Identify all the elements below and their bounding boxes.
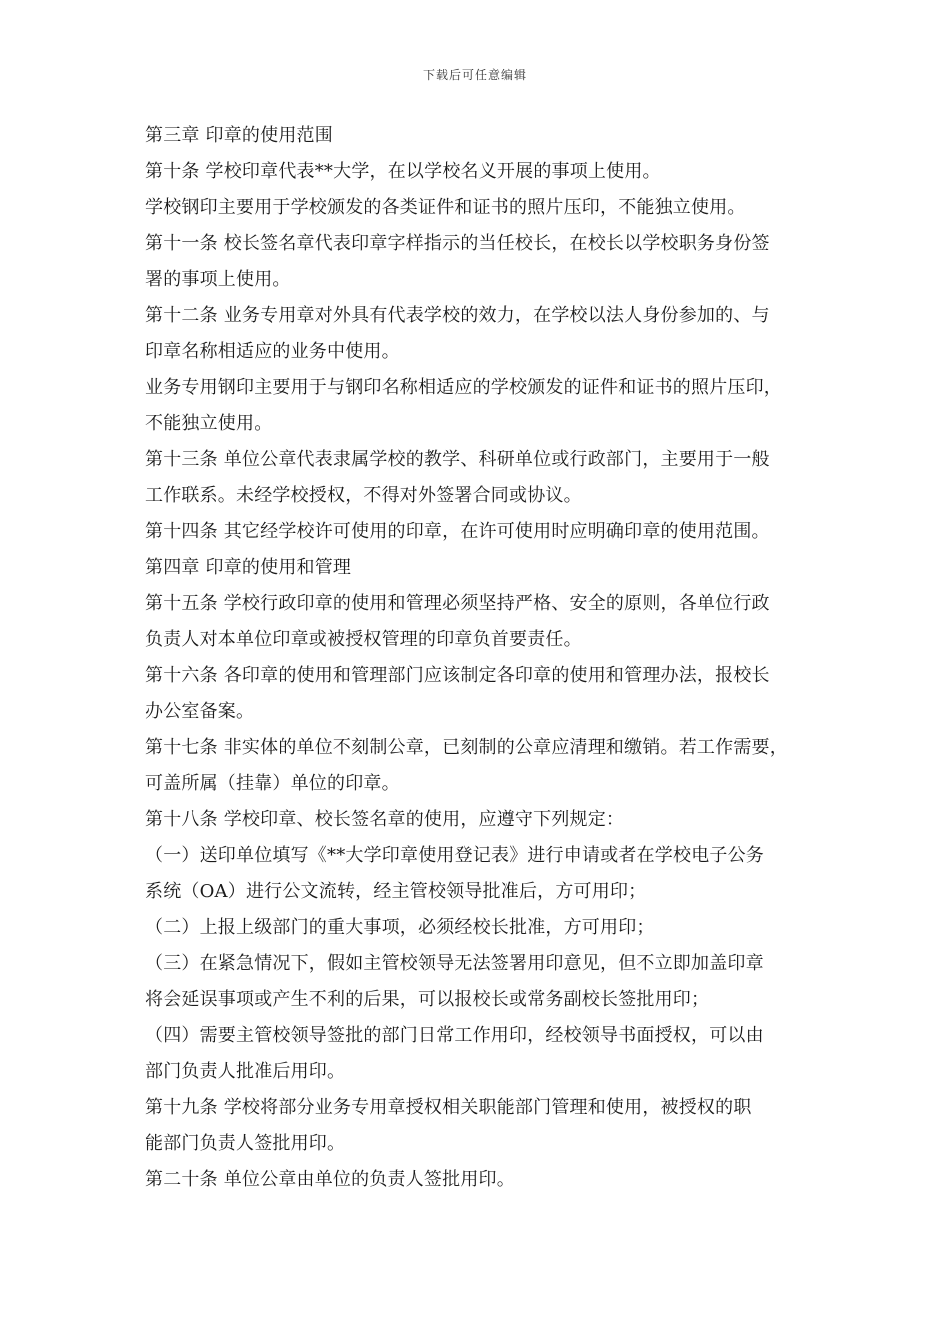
article-line: 第十二条 业务专用章对外具有代表学校的效力，在学校以法人身份参加的、与 bbox=[145, 305, 770, 326]
paragraph-line: 不能独立使用。 bbox=[145, 413, 273, 434]
article-line: 第十条 学校印章代表**大学，在以学校名义开展的事项上使用。 bbox=[145, 161, 661, 182]
chapter-heading: 第四章 印章的使用和管理 bbox=[145, 557, 352, 578]
list-item-line: （二）上报上级部门的重大事项，必须经校长批准，方可用印； bbox=[145, 917, 655, 938]
article-line: 第十八条 学校印章、校长签名章的使用，应遵守下列规定： bbox=[145, 809, 625, 830]
list-item-line: （三）在紧急情况下，假如主管校领导无法签署用印意见，但不立即加盖印章 bbox=[145, 953, 764, 974]
document-body bbox=[145, 118, 825, 1198]
list-item-line: （一）送印单位填写《**大学印章使用登记表》进行申请或者在学校电子公务 bbox=[145, 845, 764, 866]
paragraph-line: 印章名称相适应的业务中使用。 bbox=[145, 341, 400, 362]
paragraph-line: 可盖所属（挂靠）单位的印章。 bbox=[145, 773, 400, 794]
article-line: 第十一条 校长签名章代表印章字样指示的当任校长，在校长以学校职务身份签 bbox=[145, 233, 770, 254]
page-header-note: 下载后可任意编辑 bbox=[422, 68, 527, 82]
chapter-heading: 第三章 印章的使用范围 bbox=[145, 125, 333, 146]
list-item-line: （四）需要主管校领导签批的部门日常工作用印，经校领导书面授权，可以由 bbox=[145, 1025, 764, 1046]
article-line: 第十四条 其它经学校许可使用的印章，在许可使用时应明确印章的使用范围。 bbox=[145, 521, 770, 542]
article-line: 第十九条 学校将部分业务专用章授权相关职能部门管理和使用，被授权的职 bbox=[145, 1097, 752, 1118]
paragraph-line: 工作联系。未经学校授权，不得对外签署合同或协议。 bbox=[145, 485, 582, 506]
paragraph-line: 能部门负责人签批用印。 bbox=[145, 1133, 346, 1154]
paragraph-line: 将会延误事项或产生不利的后果，可以报校长或常务副校长签批用印； bbox=[145, 989, 710, 1010]
article-line: 第二十条 单位公章由单位的负责人签批用印。 bbox=[145, 1169, 515, 1190]
paragraph-line: 负责人对本单位印章或被授权管理的印章负首要责任。 bbox=[145, 629, 582, 650]
article-line: 第十三条 单位公章代表隶属学校的教学、科研单位或行政部门，主要用于一般 bbox=[145, 449, 770, 470]
paragraph-line: 办公室备案。 bbox=[145, 701, 255, 722]
paragraph-line: 署的事项上使用。 bbox=[145, 269, 291, 290]
article-line: 第十六条 各印章的使用和管理部门应该制定各印章的使用和管理办法，报校长 bbox=[145, 665, 770, 686]
paragraph-line: 系统（OA）进行公文流转，经主管校领导批准后，方可用印； bbox=[145, 881, 647, 902]
article-line: 第十五条 学校行政印章的使用和管理必须坚持严格、安全的原则，各单位行政 bbox=[145, 593, 770, 614]
article-line: 第十七条 非实体的单位不刻制公章，已刻制的公章应清理和缴销。若工作需要， bbox=[145, 737, 788, 758]
paragraph-line: 学校钢印主要用于学校颁发的各类证件和证书的照片压印，不能独立使用。 bbox=[145, 197, 746, 218]
paragraph-line: 业务专用钢印主要用于与钢印名称相适应的学校颁发的证件和证书的照片压印， bbox=[145, 377, 782, 398]
paragraph-line: 部门负责人批准后用印。 bbox=[145, 1061, 346, 1082]
